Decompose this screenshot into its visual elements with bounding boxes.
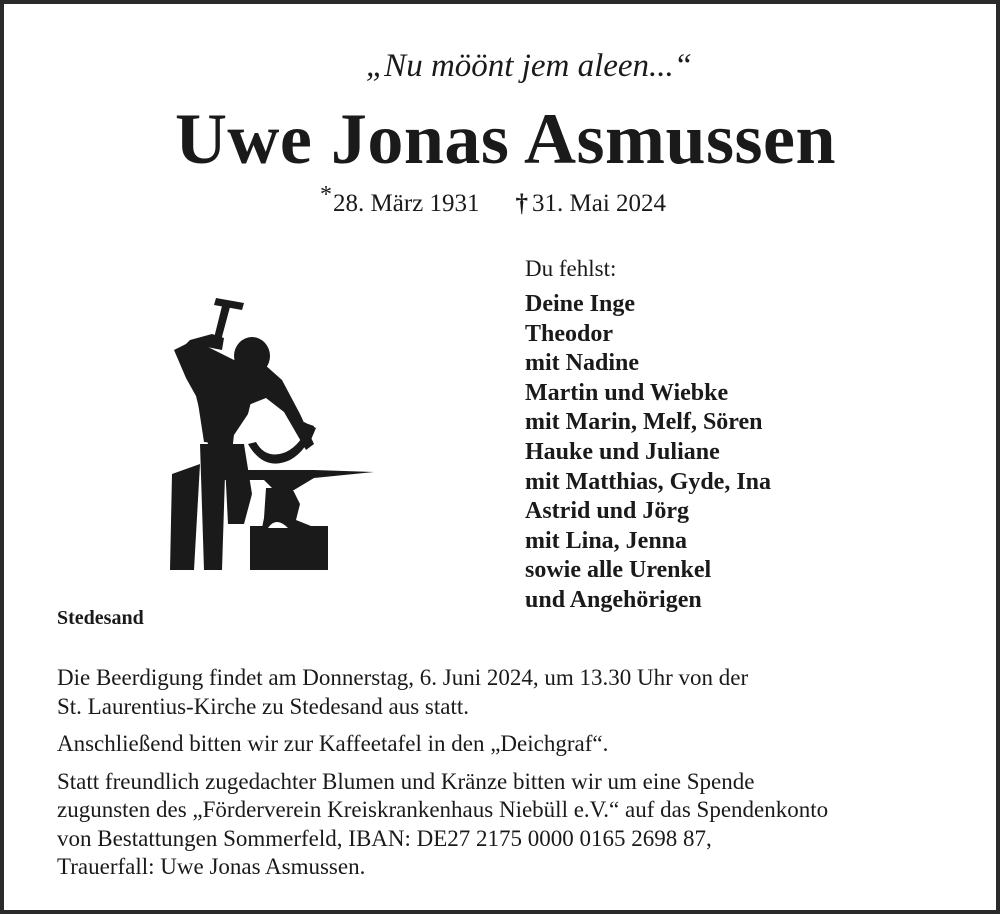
- death-symbol: †: [515, 190, 528, 217]
- donation-line: zugunsten des „Förderverein Kreiskrankenhaus Niebüll e.V.“ auf das Spendenkonto: [57, 797, 829, 822]
- list-item: mit Lina, Jenna: [525, 527, 688, 554]
- donation-line: Statt freundlich zugedachter Blumen und Kränze bitten wir um eine Spende: [57, 768, 755, 794]
- funeral-line: St. Laurentius-Kirche zu Stedesand aus statt.: [57, 693, 469, 719]
- birth-date: 28. März 1931: [333, 190, 480, 217]
- list-item: und Angehörigen: [525, 586, 702, 613]
- blacksmith-anvil-silhouette-icon: [164, 294, 376, 574]
- list-item: Hauke und Juliane: [525, 438, 720, 465]
- life-dates: [320, 182, 667, 218]
- mourners-intro: Du fehlst:: [525, 256, 617, 281]
- list-item: mit Nadine: [525, 350, 639, 377]
- reception-line: Anschließend bitten wir zur Kaffeetafel in den „Deichgraf“.: [57, 731, 609, 756]
- list-item: Martin und Wiebke: [525, 379, 729, 406]
- place-name: Stedesand: [57, 607, 144, 629]
- motto-quote: „Nu möönt jem aleen...“: [365, 48, 693, 84]
- death-date: 31. Mai 2024: [532, 190, 667, 217]
- list-item: Deine Inge: [525, 291, 635, 317]
- list-item: mit Marin, Melf, Sören: [525, 409, 763, 436]
- list-item: Astrid und Jörg: [525, 498, 690, 525]
- mourners-list: [525, 290, 771, 616]
- funeral-line: Die Beerdigung findet am Donnerstag, 6. Juni 2024, um 13.30 Uhr von der: [57, 665, 749, 690]
- donation-line: Trauerfall: Uwe Jonas Asmussen.: [57, 854, 366, 879]
- donation-line: von Bestattungen Sommerfeld, IBAN: DE27 2175 0000 0165 2698 87,: [57, 825, 712, 851]
- birth-symbol: *: [320, 182, 332, 208]
- deceased-name: Uwe Jonas Asmussen: [174, 99, 837, 179]
- list-item: Theodor: [525, 320, 614, 347]
- list-item: sowie alle Urenkel: [525, 557, 712, 584]
- list-item: mit Matthias, Gyde, Ina: [525, 468, 771, 495]
- announcement-text: [57, 664, 828, 882]
